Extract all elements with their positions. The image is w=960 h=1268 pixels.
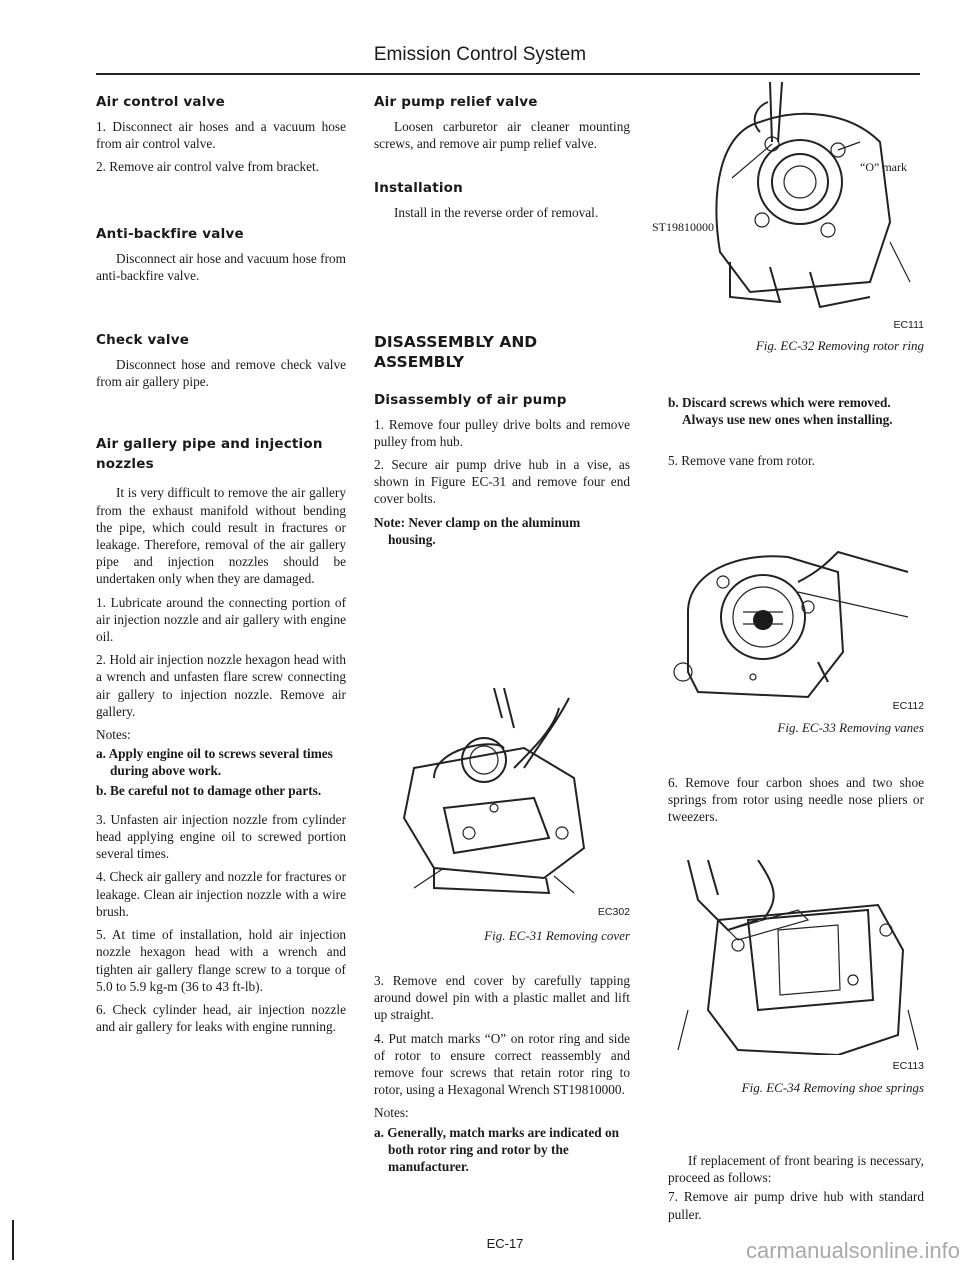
air-pump-cover-illustration <box>374 688 630 898</box>
margin-line <box>12 1220 14 1260</box>
air-control-step-1: 1. Disconnect air hoses and a vacuum hose from air control valve. <box>96 119 346 152</box>
figure-ec32 <box>652 82 924 362</box>
rotor-ring-illustration <box>660 82 924 312</box>
gallery-notes-label: Notes: <box>96 727 131 743</box>
vanes-illustration <box>668 532 924 702</box>
gallery-step-5: 5. At time of installation, hold air injection nozzle hexagon head with a wrench and tighten air gallery flange screw to a torque of 5.0 to 5.9 kg-m (36 to 43 ft-lb). <box>96 927 346 994</box>
fig32-tool-label: ST19810000 <box>652 220 715 234</box>
page-header: Emission Control System <box>373 44 587 65</box>
gallery-intro: It is very difficult to remove the air gallery from the exhaust manifold without bending the pipe, which could result in fractures or leakage. Therefore, removal of the air gallery pipe and injection nozzles should be undertaken only when they are damaged. <box>96 485 346 587</box>
gallery-step-3: 3. Unfasten air injection nozzle from cylinder head applying engine oil to screwed portion several times. <box>96 811 346 862</box>
disassembly-step-4: 4. Put match marks “O” on rotor ring and side of rotor to ensure correct reassembly and remove four screws that retain rotor ring to rotor, using a Hexagonal Wrench ST19810000. <box>374 1030 630 1098</box>
heading-check-valve: Check valve <box>96 332 190 349</box>
column-middle-lower <box>374 972 630 1177</box>
column-left <box>96 92 346 1041</box>
gallery-step-2: 2. Hold air injection nozzle hexagon head with a wrench and unfasten flare screw connecting air gallery to injection nozzle. Remove air gallery. <box>96 652 346 719</box>
anti-backfire-text: Disconnect air hose and vacuum hose from anti-backfire valve. <box>96 250 346 283</box>
disassembly-notes-label: Notes: <box>374 1105 409 1121</box>
disassembly-note <box>374 514 630 548</box>
heading-disassembly-air-pump: Disassembly of air pump <box>374 391 567 408</box>
heading-relief-valve: Air pump relief valve <box>374 94 538 110</box>
fig31-caption: Fig. EC-31 Removing cover <box>484 928 630 943</box>
column-right-a <box>668 394 924 476</box>
gallery-notes <box>96 726 346 799</box>
gallery-step-4: 4. Check air gallery and nozzle for fractures or leakage. Clean air injection nozzle with a wire brush. <box>96 869 346 919</box>
disassembly-note-text: Note: Never clamp on the aluminum housing. <box>374 514 581 547</box>
gallery-step-1: 1. Lubricate around the connecting portion of air injection nozzle and air gallery with engine oil. <box>96 594 346 645</box>
disassembly-step-2: 2. Secure air pump drive hub in a vise, as shown in Figure EC-31 and remove four end cover bolts. <box>374 457 630 507</box>
heading-anti-backfire-valve: Anti-backfire valve <box>96 225 244 242</box>
disassembly-notes <box>374 1104 630 1175</box>
shoe-springs-illustration <box>668 860 924 1055</box>
note-b-discard <box>668 394 924 428</box>
relief-text: Loosen carburetor air cleaner mounting screws, and remove air pump relief valve. <box>374 119 630 152</box>
step-6-remove-shoes: 6. Remove four carbon shoes and two shoe springs from rotor using needle nose pliers or tweezers. <box>668 775 924 825</box>
fig32-caption: Fig. EC-32 Removing rotor ring <box>755 338 924 353</box>
heading-installation: Installation <box>374 180 463 197</box>
fig33-code: EC112 <box>892 700 924 712</box>
front-bearing-text: If replacement of front bearing is necessary, proceed as follows: <box>668 1153 924 1186</box>
step-7-remove-hub: 7. Remove air pump drive hub with standard puller. <box>668 1189 924 1222</box>
disassembly-step-1: 1. Remove four pulley drive bolts and remove pulley from hub. <box>374 416 630 449</box>
gallery-note-a: a. Apply engine oil to screws several times during above work. <box>96 746 333 779</box>
heading-air-gallery: Air gallery pipe and injection nozzles <box>96 436 323 473</box>
figure-ec33 <box>668 532 924 750</box>
fig32-code: EC111 <box>893 319 924 331</box>
step-5-remove-vane: 5. Remove vane from rotor. <box>668 453 815 469</box>
fig34-code: EC113 <box>892 1060 924 1072</box>
gallery-note-b: b. Be careful not to damage other parts. <box>96 782 322 798</box>
fig32-mark-label: “O” mark <box>860 160 907 174</box>
watermark: carmanualsonline.info <box>745 1238 960 1263</box>
figure-ec34 <box>668 860 924 1104</box>
installation-text: Install in the reverse order of removal. <box>394 205 599 221</box>
fig31-code: EC302 <box>597 906 630 918</box>
check-valve-text: Disconnect hose and remove check valve from air gallery pipe. <box>96 357 346 390</box>
gallery-step-6: 6. Check cylinder head, air injection nozzle and air gallery for leaks with engine running. <box>96 1001 346 1035</box>
fig34-caption: Fig. EC-34 Removing shoe springs <box>741 1080 924 1095</box>
heading-disassembly-assembly: DISASSEMBLY AND ASSEMBLY <box>374 332 538 371</box>
column-right-c <box>668 1152 924 1229</box>
fig33-caption: Fig. EC-33 Removing vanes <box>777 720 924 735</box>
column-middle <box>374 92 630 550</box>
heading-air-control-valve: Air control valve <box>96 94 225 110</box>
page-number: EC-17 <box>486 1236 524 1251</box>
note-b-text: b. Discard screws which were removed. Always use new ones when installing. <box>668 395 893 428</box>
air-control-step-2: 2. Remove air control valve from bracket. <box>96 159 320 175</box>
header-rule <box>96 73 920 75</box>
disassembly-note-a: a. Generally, match marks are indicated on both rotor ring and rotor by the manufacturer. <box>374 1124 619 1175</box>
column-right-b <box>668 774 924 832</box>
figure-ec31 <box>374 688 630 958</box>
disassembly-step-3: 3. Remove end cover by carefully tapping around dowel pin with a plastic mallet and lift up straight. <box>374 973 630 1023</box>
